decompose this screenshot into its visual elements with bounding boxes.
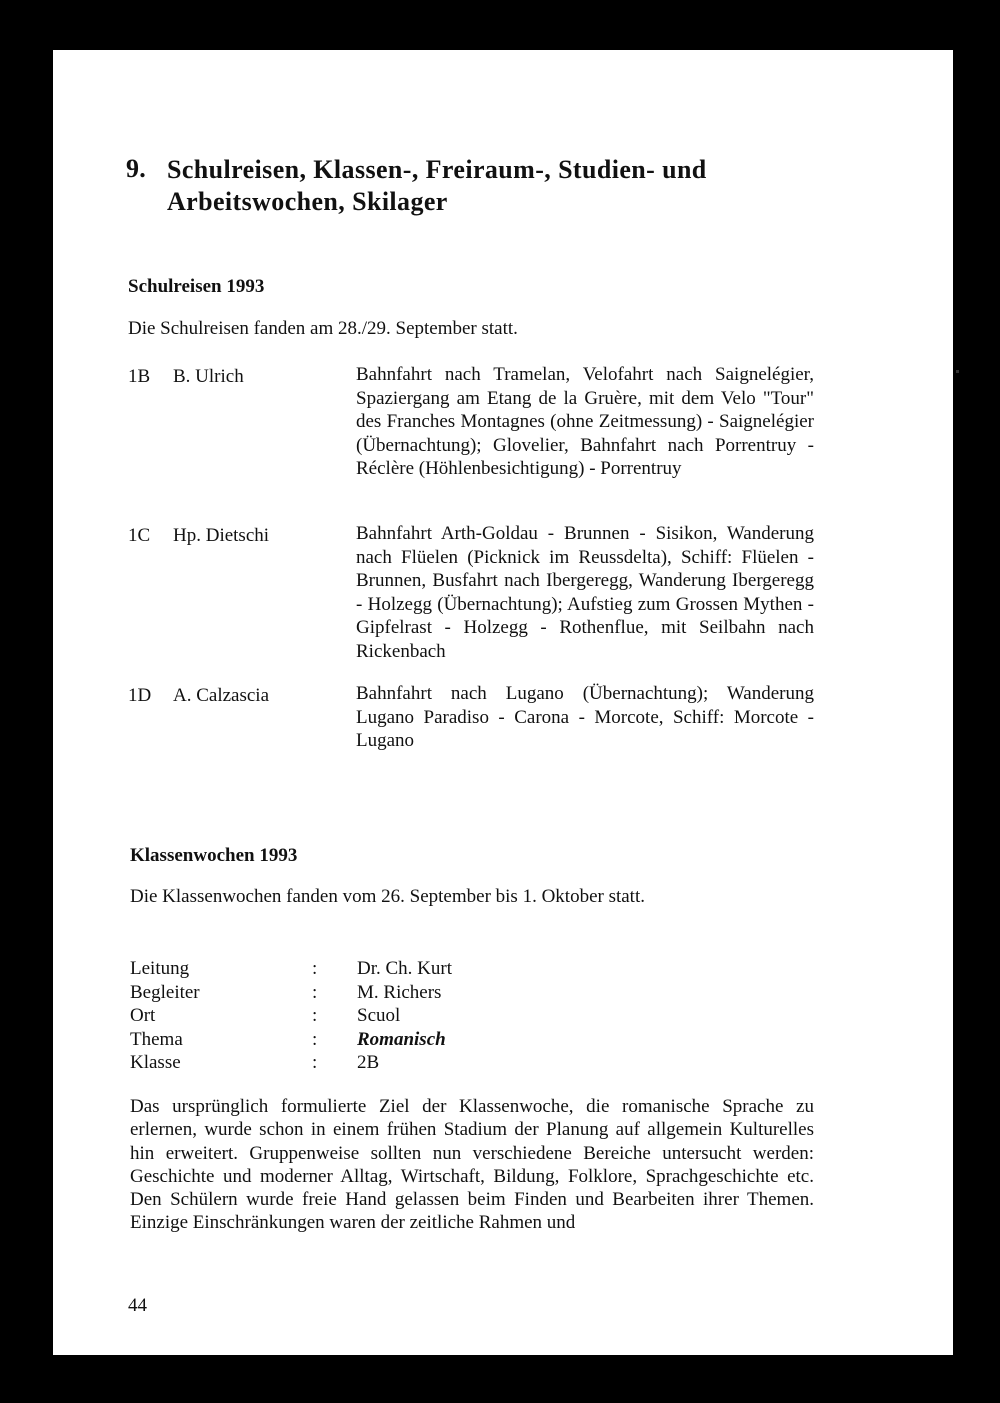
scan-artifact [956, 370, 959, 373]
trip-leader: A. Calzascia [173, 685, 270, 706]
page-number: 44 [128, 1295, 147, 1316]
info-colon: : [312, 1052, 318, 1073]
klassenwochen-intro: Die Klassenwochen fanden vom 26. September bis 1. Oktober statt. [130, 886, 645, 907]
info-label: Leitung [130, 958, 190, 979]
klassenwochen-paragraph: Das ursprünglich formulierte Ziel der Klassenwoche, die romanische Sprache zu erlernen, wurde schon in einem frühen Stadium der Planung auf allgemein Kulturelles hin erweitert. Gruppenweise sollten nun verschiedene Bereiche untersucht werden: Geschichte und moderner Alltag, Wirtschaft, Bildung, Folklore, Sprachgeschichte etc. Den Schülern wurde freie Hand gelassen beim Finden und Bearbeiten ihrer Themen. Einzige Einschränkungen waren der zeitliche Rahmen und [130, 1096, 814, 1234]
info-value: 2B [357, 1052, 380, 1073]
info-colon: : [312, 958, 318, 979]
section-heading-klassenwochen: Klassenwochen 1993 [130, 845, 298, 866]
info-value-theme: Romanisch [357, 1028, 446, 1050]
document-page [53, 50, 953, 1355]
info-label: Begleiter [130, 981, 200, 1003]
info-colon: : [312, 981, 318, 1003]
section-heading-schulreisen: Schulreisen 1993 [128, 276, 265, 297]
chapter-title: Schulreisen, Klassen-, Freiraum-, Studien- und Arbeitswochen, Skilager [167, 155, 707, 216]
chapter-number: 9. [126, 154, 147, 183]
trip-description: Bahnfahrt nach Tramelan, Velofahrt nach Saignelégier, Spaziergang am Etang de la Gruère, mit dem Velo "Tour" des Franches Montagnes (ohne Zeitmessung) - Saignelégier (Übernachtung); Glovelier, Bahnfahrt nach Porrentruy - Réclère (Höhlenbesichtigung) - Porrentruy [356, 364, 814, 479]
info-label: Thema [130, 1028, 183, 1050]
trip-description: Bahnfahrt Arth-Goldau - Brunnen - Sisikon, Wanderung nach Flüelen (Picknick im Reussdelta), Schiff: Flüelen - Brunnen, Busfahrt nach Ibergeregg, Wanderung Ibergeregg - Holzegg (Übernachtung); Aufstieg zum Grossen Mythen - Gipfelrast - Holzegg - Rothenflue, mit Seilbahn nach Rickenbach [356, 523, 814, 662]
trip-class: 1D [128, 685, 152, 706]
info-value: Scuol [357, 1005, 401, 1026]
schulreisen-intro: Die Schulreisen fanden am 28./29. September statt. [128, 318, 518, 339]
trip-description: Bahnfahrt nach Lugano (Übernachtung); Wanderung Lugano Paradiso - Carona - Morcote, Schiff: Morcote - Lugano [356, 683, 814, 751]
info-label: Klasse [130, 1052, 181, 1073]
info-value: Dr. Ch. Kurt [357, 958, 452, 979]
trip-class: 1B [128, 366, 151, 387]
trip-leader: B. Ulrich [173, 366, 244, 387]
info-colon: : [312, 1005, 318, 1026]
trip-class: 1C [128, 525, 151, 546]
info-colon: : [312, 1028, 318, 1050]
info-value: M. Richers [357, 981, 442, 1003]
info-label: Ort [130, 1005, 156, 1026]
trip-leader: Hp. Dietschi [173, 525, 270, 546]
